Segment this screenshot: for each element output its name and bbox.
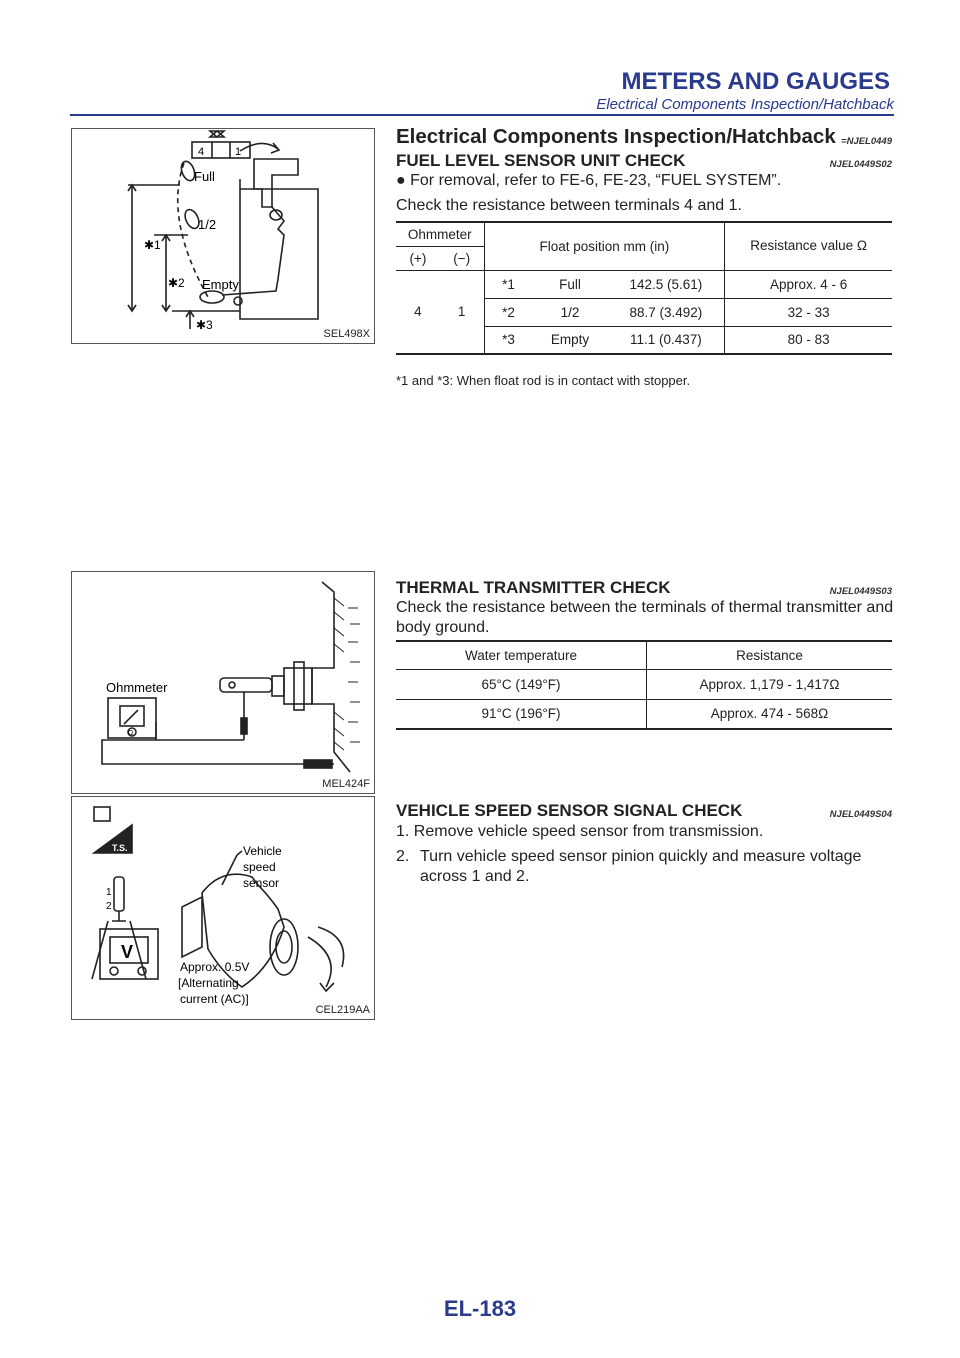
temp-cell: 65°C (149°F) <box>396 669 647 699</box>
speed-heading: VEHICLE SPEED SENSOR SIGNAL CHECK <box>396 801 743 820</box>
table-header-ohmmeter: Ohmmeter <box>396 222 484 246</box>
terminal-1-label: 1 <box>235 146 242 158</box>
bullet-icon: ● <box>396 172 406 189</box>
header-title: METERS AND GAUGES <box>621 68 890 95</box>
section-title-block <box>396 125 892 151</box>
fuel-heading: FUEL LEVEL SENSOR UNIT CHECK <box>396 151 686 170</box>
step-text: Remove vehicle speed sensor from transmission. <box>413 823 764 840</box>
row-value: 11.1 (0.437) <box>608 326 725 354</box>
temp-cell: 91°C (196°F) <box>396 699 647 729</box>
section-title: Electrical Components Inspection/Hatchback <box>396 125 836 148</box>
ts-icon-label: T.S. <box>112 843 128 853</box>
row-mark: *2 <box>502 304 515 320</box>
step-text: Turn vehicle speed sensor pinion quickly and measure voltage across 1 and 2. <box>420 848 862 885</box>
sensor-label-1: Vehicle <box>243 844 282 858</box>
speed-sensor-figure <box>71 796 375 1020</box>
table-header-minus: (−) <box>440 246 484 270</box>
fuel-instruction: Check the resistance between terminals 4 and 1. <box>396 197 742 214</box>
section-code: =NJEL0449 <box>841 136 892 147</box>
fuel-heading-block <box>396 151 892 173</box>
row-value: 142.5 (5.61) <box>608 270 725 298</box>
header-rule <box>70 114 894 116</box>
minus-terminal-cell: 1 <box>440 270 484 354</box>
approx-label-3: current (AC)] <box>180 992 249 1006</box>
speed-step-1 <box>396 822 896 842</box>
float-empty-label: Empty <box>202 277 239 292</box>
fuel-note: *1 and *3: When float rod is in contact with stopper. <box>396 373 691 388</box>
figure-caption: SEL498X <box>323 328 370 340</box>
thermal-code: NJEL0449S03 <box>829 586 892 597</box>
thermal-heading: THERMAL TRANSMITTER CHECK <box>396 578 671 597</box>
row-position: Full <box>559 276 581 292</box>
marker-3-label: ✱3 <box>196 318 213 332</box>
thermal-heading-block <box>396 578 892 600</box>
speed-sensor-diagram <box>72 797 374 1019</box>
row-resistance: 80 - 83 <box>787 332 830 348</box>
pin-2-label: 2 <box>106 901 112 912</box>
fuel-sensor-diagram <box>72 129 374 343</box>
fuel-bullet-text: For removal, refer to FE-6, FE-23, “FUEL SYSTEM”. <box>410 172 782 189</box>
row-resistance: 32 - 33 <box>787 304 830 320</box>
row-mark: *1 <box>502 276 515 292</box>
header-subtitle: Electrical Components Inspection/Hatchback <box>596 96 894 113</box>
ohmmeter-label: Ohmmeter <box>106 680 168 695</box>
terminal-4-label: 4 <box>198 146 205 158</box>
figure-caption: MEL424F <box>322 778 370 790</box>
fuel-bullet <box>396 171 892 191</box>
fuel-resistance-table <box>396 221 892 355</box>
plus-terminal-cell: 4 <box>414 304 422 320</box>
ohm-icon: Ω <box>128 730 134 737</box>
row-mark: *3 <box>502 332 515 348</box>
marker-1-label: ✱1 <box>144 238 161 252</box>
float-full-label: Full <box>194 169 215 184</box>
sensor-label-3: sensor <box>243 876 280 890</box>
row-position: 1/2 <box>560 304 580 320</box>
row-resistance: Approx. 4 - 6 <box>769 276 848 292</box>
speed-step-2 <box>396 847 896 887</box>
table-header-temp: Water temperature <box>396 641 647 669</box>
table-header-float: Float position mm (in) <box>484 222 725 270</box>
page-number: EL-183 <box>443 1296 517 1321</box>
fuel-sensor-figure <box>71 128 375 344</box>
step-number: 2. <box>396 848 410 865</box>
res-cell: Approx. 474 - 568Ω <box>710 706 829 722</box>
approx-label-2: [Alternating <box>178 976 239 990</box>
thermal-diagram <box>72 572 374 793</box>
pin-1-label: 1 <box>106 887 112 898</box>
row-position: Empty <box>550 332 590 348</box>
table-header-res: Resistance <box>647 641 893 669</box>
thermal-resistance-table <box>396 640 892 730</box>
thermal-instruction: Check the resistance between the terminals of thermal transmitter and body ground. <box>396 599 894 636</box>
thermal-figure <box>71 571 375 794</box>
row-value: 88.7 (3.492) <box>608 298 725 326</box>
figure-caption: CEL219AA <box>315 1004 370 1016</box>
fuel-code: NJEL0449S02 <box>829 159 892 170</box>
speed-heading-block <box>396 801 892 823</box>
step-number: 1. <box>396 823 410 840</box>
table-header-resistance: Resistance value Ω <box>750 238 867 254</box>
float-half-label: 1/2 <box>198 217 217 232</box>
marker-2-label: ✱2 <box>168 276 185 290</box>
res-cell: Approx. 1,179 - 1,417Ω <box>699 676 840 692</box>
approx-label-1: Approx. 0.5V <box>180 960 250 974</box>
voltmeter-label: V <box>121 942 134 962</box>
table-header-plus: (+) <box>409 250 427 266</box>
speed-code: NJEL0449S04 <box>829 809 892 820</box>
sensor-label-2: speed <box>243 860 276 874</box>
